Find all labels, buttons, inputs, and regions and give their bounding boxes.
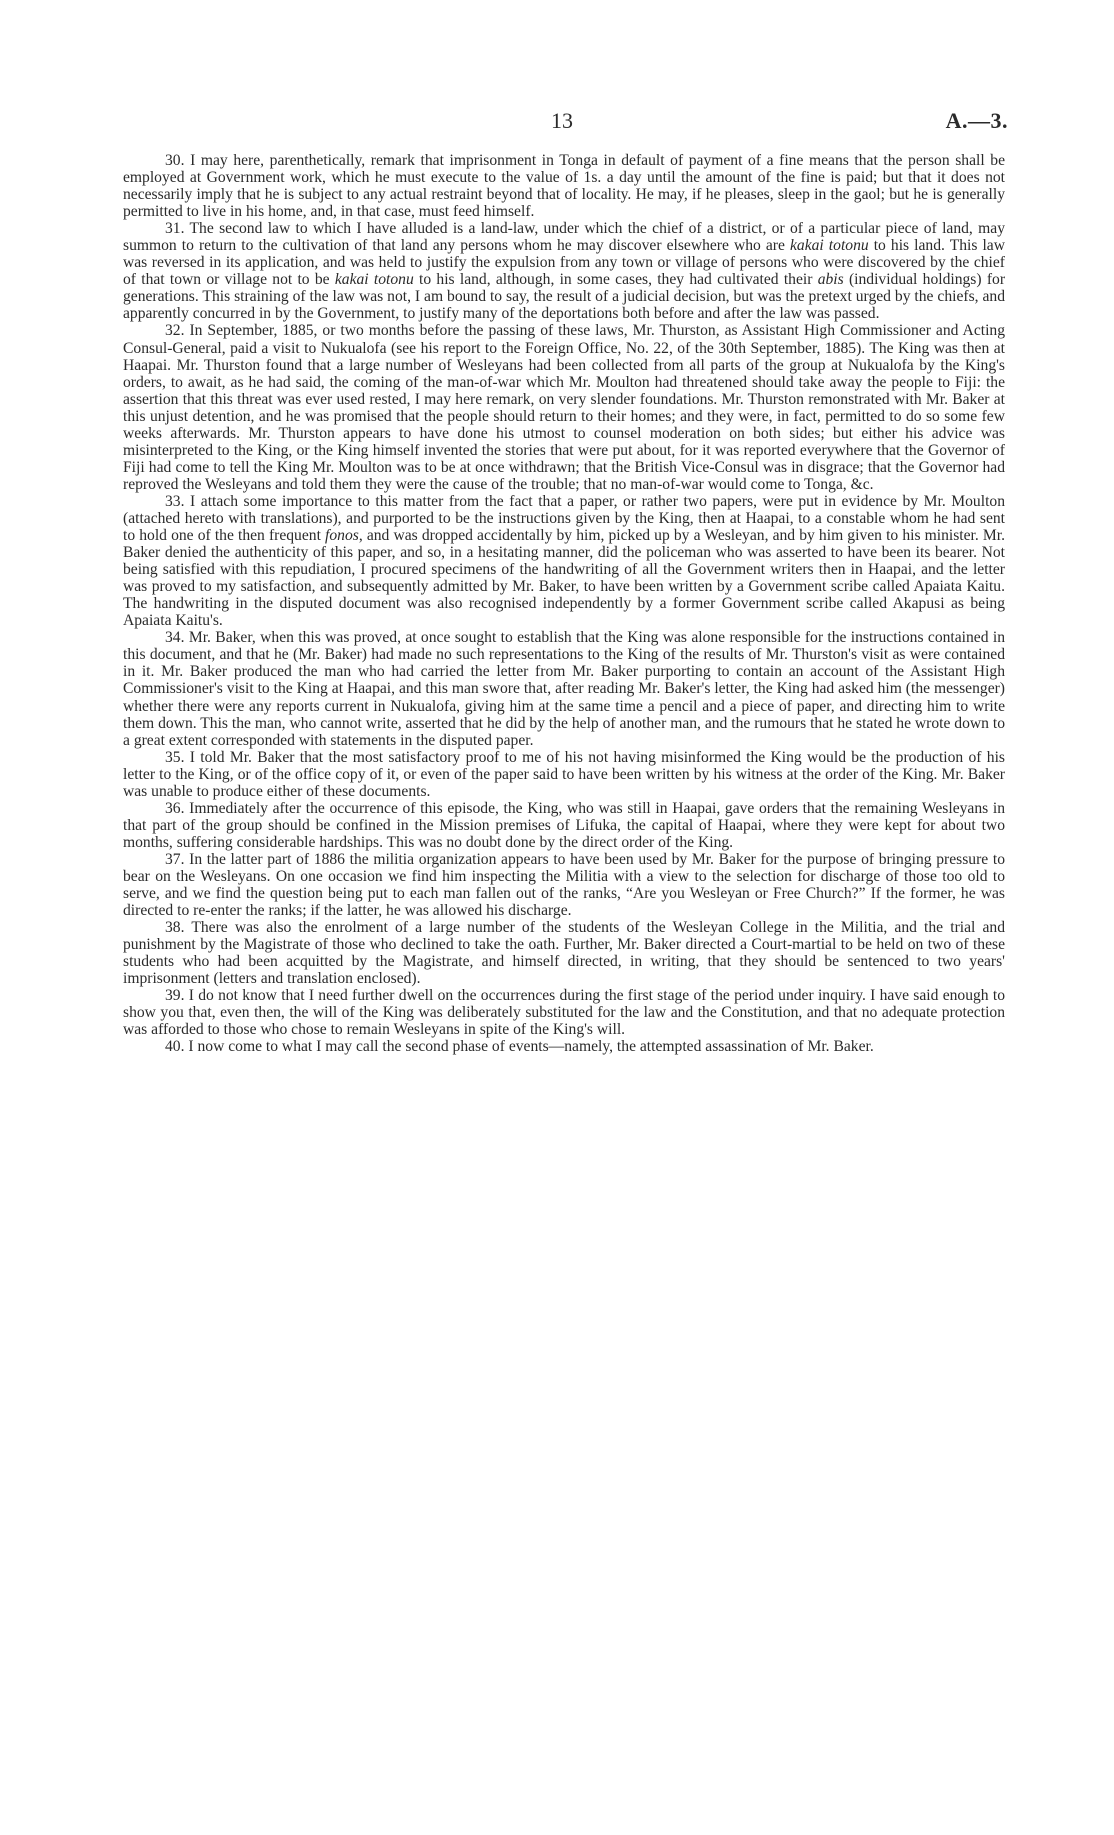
paragraph — [123, 220, 1005, 322]
paragraph-text: 30. I may here, parenthetically, remark that imprisonment in Tonga in default of payment of a fine means that the person shall be employed at Government work, which he must execute to the value of 1s. a day until the amount of the fine is paid; but that it does not necessarily imply that he is subject to any actual restraint beyond that of locality. He may, if he pleases, sleep in the gaol; but he is generally permitted to live in his home, and, in that case, must feed himself. — [123, 152, 1005, 221]
paragraph-text: 31. The second law to which I have alluded is a land-law, under which the chief of a district, or of a particular piece of land, may summon to return to the cultivation of that land any persons whom he may discover elsewhere who are — [123, 220, 1005, 255]
paragraph — [123, 987, 1005, 1038]
italic-term: kakai totonu — [789, 237, 869, 255]
paragraph-text: 32. In September, 1885, or two months before the passing of these laws, Mr. Thurston, as Assistant High Commissioner and Acting Consul-General, paid a visit to Nukualofa (see his report to the Foreign Office, No. 22, of the 30th September, 1885). The King was then at Haapai. Mr. Thurston found that a large number of Wesleyans had been collected from all parts of the group at Nukualofa by the King's orders, to await, as he had said, the coming of the man-of-war which Mr. Moulton had threatened should take away the people to Fiji: the assertion that this threat was ever used rested, I may here remark, on very slender foundations. Mr. Thurston remonstrated with Mr. Baker at this unjust detention, and he was promised that the people should return to their homes; and they were, in fact, permitted to do so some few weeks afterwards. Mr. Thurston appears to have done his utmost to counsel moderation on both sides; but either his advice was misinterpreted to the King, or the King himself invented the stories that were put about, for it was reported everywhere that the Governor of Fiji had come to tell the King Mr. Moulton was to be at once withdrawn; that the British Vice-Consul was in disgrace; that the Governor had reproved the Wesleyans and told them they were the cause of the trouble; that no man-of-war would come to Tonga, &c. — [123, 322, 1005, 493]
paragraph — [123, 800, 1005, 851]
paragraph-text: 33. I attach some importance to this matter from the fact that a paper, or rather two papers, were put in evidence by Mr. Moulton (attached hereto with translations), and purported to be the instructions given by the King, then at Haapai, to a constable whom he had sent to hold one of the then frequent — [123, 492, 1005, 545]
paragraph — [123, 322, 1005, 492]
paragraph — [123, 919, 1005, 987]
page-header — [123, 108, 1008, 152]
paragraph-text: (individual holdings) for generations. This straining of the law was not, I am bound to say, the result of a judicial decision, but was the pretext urged by the chiefs, and apparently concurred in by the Government, to justify many of the deportations both before and after the law was passed. — [123, 271, 1006, 323]
paragraph-text: 40. I now come to what I may call the second phase of events—namely, the attempted assassination of Mr. Baker. — [165, 1038, 874, 1056]
paragraph-text: 38. There was also the enrolment of a large number of the students of the Wesleyan College in the Militia, and the trial and punishment by the Magistrate of those who declined to take the oath. Further, Mr. Baker directed a Court-martial to be held on two of these students who had been acquitted by the Magistrate, and himself directed, in writing, that they should be sentenced to two years' imprisonment (letters and translation enclosed). — [123, 919, 1005, 988]
paragraph-text: 36. Immediately after the occurrence of this episode, the King, who was still in Haapai, gave orders that the remaining Wesleyans in that part of the group should be confined in the Mission premises of Lifuka, the capital of Haapai, where they were kept for about two months, suffering considerable hardships. This was no doubt done by the direct order of the King. — [123, 799, 1005, 851]
paragraph — [123, 493, 1005, 629]
italic-term: abis — [817, 271, 844, 289]
paragraph — [123, 629, 1005, 748]
paragraph — [123, 749, 1005, 800]
paragraph — [123, 1038, 1005, 1055]
document-reference: A.—3. — [945, 108, 1008, 133]
paragraph-text: 34. Mr. Baker, when this was proved, at once sought to establish that the King was alone responsible for the instructions contained in this document, and that he (Mr. Baker) had made no such representations to the King of the results of Mr. Thurston's visit as were contained in it. Mr. Baker produced the man who had carried the letter from Mr. Baker purporting to contain an account of the Assistant High Commissioner's visit to the King at Haapai, and this man swore that, after reading Mr. Baker's letter, the King had asked him (the messenger) whether there were any reports current in Nukualofa, giving him at the same time a pencil and a piece of paper, and directing him to write them down. This the man, who cannot write, asserted that he did by the help of another man, and the rumours that he stated he wrote down to a great extent corresponded with statements in the disputed paper. — [123, 629, 1005, 749]
paragraph — [123, 851, 1005, 919]
italic-term: fonos — [325, 527, 359, 545]
paragraph — [123, 152, 1005, 220]
paragraph-text: 39. I do not know that I need further dwell on the occurrences during the first stage of the period under inquiry. I have said enough to show you that, even then, the will of the King was deliberately substituted for the law and the Constitution, and that no adequate protection was afforded to those who chose to remain Wesleyans in spite of the King's will. — [123, 987, 1005, 1039]
paragraph-text: to his land, although, in some cases, they had cultivated their — [413, 271, 818, 289]
paragraph-text: , and was dropped accidentally by him, picked up by a Wesleyan, and by him given to his minister. Mr. Baker denied the authenticity of this paper, and so, in a hesitating manner, did the policeman who was asserted to have been its bearer. Not being satisfied with this repudiation, I procured specimens of the handwriting of all the Government writers then in Haapai, and the letter was proved to my satisfaction, and subsequently admitted by Mr. Baker, to have been written by a Government scribe called Apaiata Kaitu. The handwriting in the disputed document was also recognised independently by a former Government scribe called Akapusi as being Apaiata Kaitu's. — [123, 527, 1005, 630]
paragraph-text: 37. In the latter part of 1886 the militia organization appears to have been used by Mr. Baker for the purpose of bringing pressure to bear on the Wesleyans. On one occasion we find him inspecting the Militia with a view to the selection for discharge of those too old to serve, and we find the question being put to each man fallen out of the ranks, “Are you Wesleyan or Free Church?” If the former, he was directed to re-enter the ranks; if the latter, he was allowed his discharge. — [123, 850, 1005, 920]
page-number: 13 — [551, 108, 573, 133]
body-text — [123, 152, 1005, 1055]
paragraph-text: 35. I told Mr. Baker that the most satisfactory proof to me of his not having misinformed the King would be the production of his letter to the King, or of the office copy of it, or even of the paper said to have been written by his witness at the order of the King. Mr. Baker was unable to produce either of these documents. — [123, 748, 1005, 800]
document-page — [123, 108, 1008, 1056]
paragraph-text: to his land. This law was reversed in its application, and was held to justify the expulsion from any town or village of persons who were discovered by the chief of that town or village not to be — [123, 237, 1005, 289]
italic-term: kakai totonu — [334, 271, 414, 289]
